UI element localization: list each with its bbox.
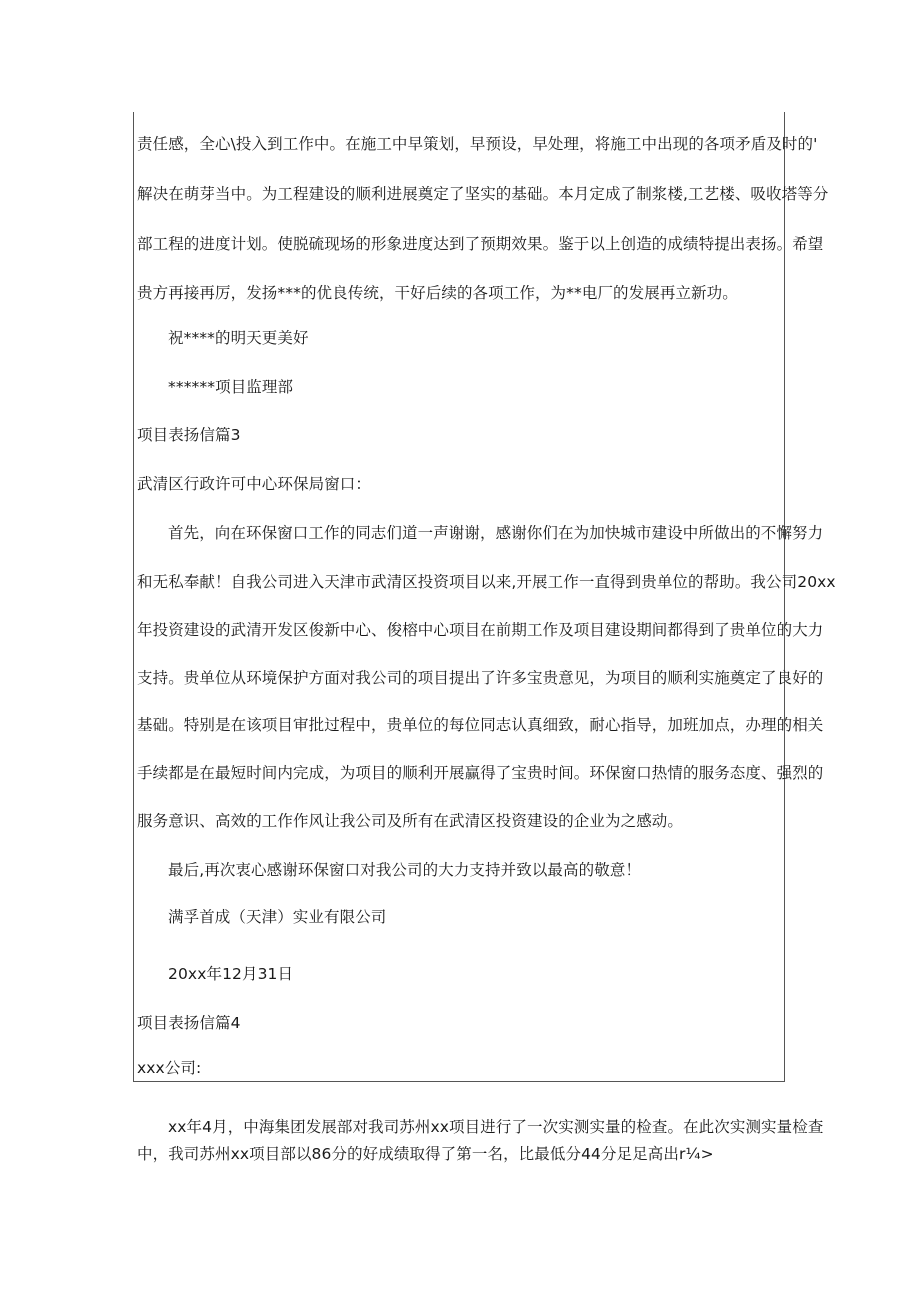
closing-wish: 祝****的明天更美好 [168,329,309,347]
paragraph-line: 基础。特别是在该项目审批过程中，贵单位的每位同志认真细致，耐心指导，加班加点，办理的相关 [137,716,824,734]
letter-salutation: xxx公司: [137,1059,202,1077]
signature-date: 20xx年12月31日 [168,965,294,983]
paragraph-line: 服务意识、高效的工作作风让我公司及所有在武清区投资建设的企业为之感动。 [137,812,684,830]
paragraph-line: 中，我司苏州xx项目部以86分的好成绩取得了第一名，比最低分44分足足高出r¼> [137,1145,714,1163]
paragraph-line: 手续都是在最短时间内完成，为项目的顺利开展赢得了宝贵时间。环保窗口热情的服务态度、强烈的 [137,764,824,782]
paragraph-line: 年投资建设的武清开发区俊新中心、俊榕中心项目在前期工作及项目建设期间都得到了贵单位的大力 [137,621,824,639]
letter-salutation: 武清区行政许可中心环保局窗口： [137,475,372,493]
paragraph-line: xx年4月，中海集团发展部对我司苏州xx项目进行了一次实测实量的检查。在此次实测实量检查 [168,1118,824,1136]
paragraph-line: 贵方再接再厉，发扬***的优良传统，干好后续的各项工作，为**电厂的发展再立新功。 [137,284,738,302]
section-title: 项目表扬信篇4 [137,1014,241,1032]
signature-department: ******项目监理部 [168,378,294,396]
paragraph-line: 首先，向在环保窗口工作的同志们道一声谢谢，感谢你们在为加快城市建设中所做出的不懈努力 [168,524,824,542]
paragraph-line: 解决在萌芽当中。为工程建设的顺利进展奠定了坚实的基础。本月定成了制浆楼,工艺楼、吸收塔等分 [137,185,829,203]
paragraph-line: 部工程的进度计划。使脱硫现场的形象进度达到了预期效果。鉴于以上创造的成绩特提出表扬。希望 [137,235,824,253]
letter-frame [133,112,836,1082]
paragraph-line: 和无私奉献！自我公司进入天津市武清区投资项目以来,开展工作一直得到贵单位的帮助。我公司20xx [137,573,836,591]
paragraph-line: 责任感，全心\投入到工作中。在施工中早策划，早预设，早处理，将施工中出现的各项矛盾及时的' [137,135,818,153]
signature-company: 满孚首成（天津）实业有限公司 [168,908,387,926]
paragraph-line: 支持。贵单位从环境保护方面对我公司的项目提出了许多宝贵意见，为项目的顺利实施奠定了良好的 [137,669,824,687]
paragraph-line: 最后,再次衷心感谢环保窗口对我公司的大力支持并致以最高的敬意！ [168,861,642,879]
section-title: 项目表扬信篇3 [137,426,241,444]
